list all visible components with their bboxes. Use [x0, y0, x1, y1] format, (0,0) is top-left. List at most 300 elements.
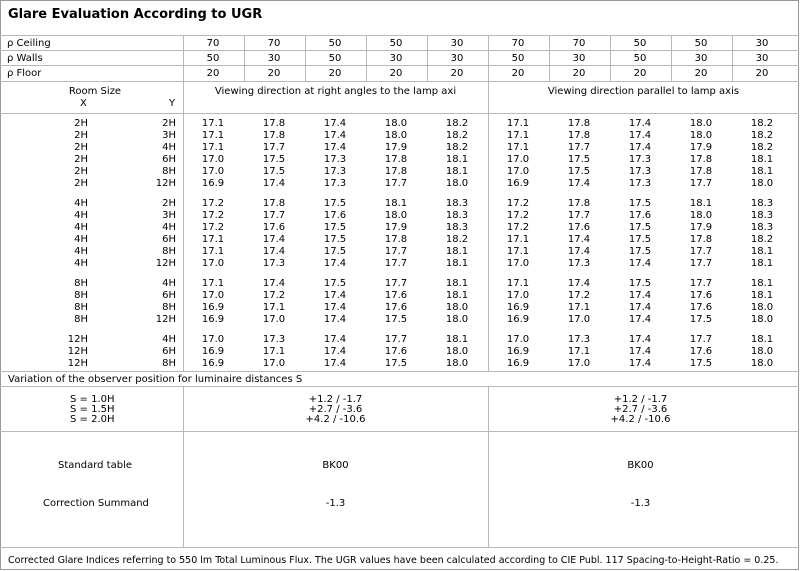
ugr-value: 18.3	[445, 210, 469, 221]
ugr-value: 17.4	[567, 246, 591, 257]
ugr-value: 17.4	[567, 178, 591, 189]
ugr-value: 17.7	[567, 210, 591, 221]
ugr-value: 17.5	[323, 198, 347, 209]
vrule-col-6	[671, 35, 672, 81]
ugr-value: 17.0	[506, 334, 530, 345]
reflectance-value: 30	[572, 53, 586, 64]
vrule-left-lower	[183, 386, 184, 547]
room-size-x: 4H	[74, 210, 88, 221]
ugr-value: 17.2	[506, 222, 530, 233]
ugr-value: 17.2	[506, 210, 530, 221]
ugr-value: 17.1	[262, 302, 286, 313]
ugr-value: 17.4	[628, 314, 652, 325]
reflectance-value: 50	[633, 38, 647, 49]
reflectance-value: 30	[450, 38, 464, 49]
ugr-value: 17.5	[567, 166, 591, 177]
room-size-x: 12H	[67, 346, 88, 357]
ugr-value: 17.1	[506, 142, 530, 153]
ugr-value: 16.9	[506, 346, 530, 357]
ugr-value: 17.0	[201, 154, 225, 165]
ugr-value: 18.1	[445, 166, 469, 177]
ugr-value: 17.0	[506, 154, 530, 165]
ugr-value: 17.4	[628, 358, 652, 369]
rule-data-end	[0, 371, 799, 372]
ugr-value: 17.4	[628, 130, 652, 141]
ugr-value: 17.1	[506, 246, 530, 257]
ugr-value: 17.4	[628, 142, 652, 153]
ugr-value: 17.8	[689, 154, 713, 165]
ugr-value: 18.1	[445, 258, 469, 269]
ugr-value: 18.1	[750, 154, 774, 165]
ugr-value: 18.1	[445, 278, 469, 289]
correction-right-angles: -1.3	[325, 498, 346, 509]
reflectance-value: 20	[206, 68, 220, 79]
ugr-value: 18.1	[445, 334, 469, 345]
ugr-value: 18.0	[689, 118, 713, 129]
reflectance-value: 70	[267, 38, 281, 49]
ugr-value: 17.5	[384, 314, 408, 325]
ugr-value: 17.8	[384, 166, 408, 177]
correction-parallel: -1.3	[630, 498, 651, 509]
ugr-value: 17.8	[689, 234, 713, 245]
ugr-value: 18.1	[384, 198, 408, 209]
ugr-value: 17.6	[689, 346, 713, 357]
ugr-value: 18.2	[750, 118, 774, 129]
ugr-value: 18.1	[445, 154, 469, 165]
ugr-value: 18.0	[384, 210, 408, 221]
variation-right-angles: +4.2 / -10.6	[305, 414, 366, 425]
ugr-value: 17.8	[567, 130, 591, 141]
ugr-value: 18.2	[750, 130, 774, 141]
vrule-col-5	[610, 35, 611, 81]
reflectance-value: 30	[389, 53, 403, 64]
ugr-value: 18.0	[750, 346, 774, 357]
ugr-value: 18.1	[445, 246, 469, 257]
ugr-value: 17.6	[384, 302, 408, 313]
y-header: Y	[169, 98, 176, 109]
ugr-value: 17.7	[384, 178, 408, 189]
page-title: Glare Evaluation According to UGR	[8, 7, 263, 22]
room-size-y: 2H	[162, 198, 176, 209]
rule-ceiling	[0, 50, 799, 51]
reflectance-value: 50	[328, 38, 342, 49]
ugr-value: 18.1	[750, 278, 774, 289]
variation-distance: S = 2.0H	[70, 414, 115, 425]
ugr-value: 17.5	[262, 154, 286, 165]
ugr-value: 16.9	[506, 302, 530, 313]
ugr-value: 17.8	[689, 166, 713, 177]
ugr-value: 17.8	[262, 198, 286, 209]
ugr-value: 17.3	[323, 154, 347, 165]
reflectance-value: 50	[328, 53, 342, 64]
ugr-value: 17.4	[628, 346, 652, 357]
ugr-value: 17.2	[506, 198, 530, 209]
ugr-value: 17.6	[689, 302, 713, 313]
variation-parallel: +2.7 / -3.6	[613, 404, 668, 415]
ugr-value: 17.1	[201, 142, 225, 153]
ugr-value: 18.0	[445, 314, 469, 325]
reflectance-value: 50	[206, 53, 220, 64]
ugr-value: 18.3	[750, 210, 774, 221]
ugr-value: 17.8	[262, 118, 286, 129]
room-size-y: 4H	[162, 142, 176, 153]
reflectance-label: ρ Floor	[7, 68, 42, 79]
reflectance-label: ρ Ceiling	[7, 38, 51, 49]
ugr-value: 17.0	[201, 334, 225, 345]
rule-variation	[0, 431, 799, 432]
ugr-value: 17.4	[262, 278, 286, 289]
ugr-value: 18.1	[750, 290, 774, 301]
room-size-x: 2H	[74, 130, 88, 141]
room-size-y: 6H	[162, 234, 176, 245]
ugr-value: 17.9	[384, 142, 408, 153]
ugr-value: 17.7	[262, 210, 286, 221]
ugr-value: 17.1	[262, 346, 286, 357]
ugr-value: 17.5	[689, 358, 713, 369]
ugr-value: 17.4	[323, 258, 347, 269]
ugr-value: 17.4	[628, 258, 652, 269]
reflectance-value: 70	[511, 38, 525, 49]
ugr-value: 17.2	[262, 290, 286, 301]
ugr-value: 17.5	[628, 246, 652, 257]
ugr-value: 17.5	[628, 234, 652, 245]
room-size-y: 8H	[162, 302, 176, 313]
ugr-value: 17.0	[506, 290, 530, 301]
ugr-value: 17.4	[323, 334, 347, 345]
reflectance-value: 30	[755, 38, 769, 49]
ugr-value: 17.1	[201, 246, 225, 257]
ugr-value: 17.1	[201, 118, 225, 129]
ugr-value: 17.5	[323, 222, 347, 233]
ugr-value: 17.1	[201, 234, 225, 245]
room-size-x: 8H	[74, 278, 88, 289]
ugr-value: 17.1	[506, 118, 530, 129]
ugr-value: 18.3	[750, 222, 774, 233]
ugr-value: 17.1	[506, 234, 530, 245]
ugr-value: 17.4	[323, 314, 347, 325]
room-size-x: 12H	[67, 358, 88, 369]
ugr-value: 18.0	[445, 178, 469, 189]
ugr-value: 17.5	[262, 166, 286, 177]
ugr-value: 17.9	[384, 222, 408, 233]
ugr-value: 16.9	[201, 314, 225, 325]
ugr-value: 18.0	[384, 118, 408, 129]
ugr-value: 17.7	[689, 178, 713, 189]
room-size-x: 8H	[74, 314, 88, 325]
ugr-value: 17.4	[567, 278, 591, 289]
ugr-value: 17.3	[262, 258, 286, 269]
ugr-value: 17.8	[384, 154, 408, 165]
rule-variation-label	[0, 386, 799, 387]
room-size-x: 2H	[74, 166, 88, 177]
room-size-x: 4H	[74, 222, 88, 233]
ugr-value: 17.6	[262, 222, 286, 233]
vrule-mid-lower	[488, 386, 489, 547]
ugr-value: 17.4	[262, 178, 286, 189]
ugr-value: 17.4	[323, 130, 347, 141]
variation-distance: S = 1.0H	[70, 394, 115, 405]
vrule-col-2	[366, 35, 367, 81]
ugr-value: 17.9	[689, 142, 713, 153]
vrule-col-3	[427, 35, 428, 81]
viewing-right-angles-header: Viewing direction at right angles to the lamp axi	[214, 86, 457, 97]
reflectance-value: 30	[694, 53, 708, 64]
ugr-value: 17.4	[628, 302, 652, 313]
ugr-value: 17.0	[506, 258, 530, 269]
variation-parallel: +4.2 / -10.6	[610, 414, 671, 425]
ugr-value: 17.7	[689, 246, 713, 257]
room-size-y: 4H	[162, 278, 176, 289]
reflectance-value: 20	[633, 68, 647, 79]
ugr-value: 18.1	[689, 198, 713, 209]
reflectance-value: 20	[389, 68, 403, 79]
ugr-value: 16.9	[506, 358, 530, 369]
ugr-value: 17.7	[567, 142, 591, 153]
ugr-value: 18.0	[689, 130, 713, 141]
ugr-value: 18.3	[445, 222, 469, 233]
room-size-x: 2H	[74, 178, 88, 189]
reflectance-value: 30	[755, 53, 769, 64]
room-size-x: 4H	[74, 234, 88, 245]
ugr-value: 17.2	[201, 222, 225, 233]
ugr-value: 18.2	[750, 234, 774, 245]
rule-floor	[0, 81, 799, 82]
ugr-value: 17.4	[628, 334, 652, 345]
reflectance-label: ρ Walls	[7, 53, 43, 64]
room-size-x: 12H	[67, 334, 88, 345]
rule-header	[0, 113, 799, 114]
ugr-value: 17.6	[628, 210, 652, 221]
room-size-y: 3H	[162, 210, 176, 221]
variation-right-angles: +1.2 / -1.7	[308, 394, 363, 405]
ugr-value: 17.6	[567, 222, 591, 233]
ugr-value: 17.0	[262, 314, 286, 325]
ugr-value: 17.1	[567, 302, 591, 313]
x-header: X	[80, 98, 87, 109]
ugr-value: 16.9	[506, 314, 530, 325]
ugr-value: 17.3	[323, 166, 347, 177]
ugr-value: 17.6	[323, 210, 347, 221]
room-size-x: 2H	[74, 118, 88, 129]
vrule-col-1	[305, 35, 306, 81]
ugr-value: 17.7	[384, 246, 408, 257]
vrule-col-7	[732, 35, 733, 81]
ugr-value: 16.9	[201, 358, 225, 369]
ugr-value: 17.8	[567, 198, 591, 209]
reflectance-value: 70	[206, 38, 220, 49]
ugr-value: 17.7	[384, 334, 408, 345]
ugr-value: 17.5	[628, 198, 652, 209]
ugr-value: 17.3	[323, 178, 347, 189]
reflectance-value: 20	[694, 68, 708, 79]
reflectance-value: 70	[572, 38, 586, 49]
ugr-value: 16.9	[201, 302, 225, 313]
variation-label: Variation of the observer position for luminaire distances S	[8, 374, 303, 385]
reflectance-value: 30	[267, 53, 281, 64]
room-size-x: 8H	[74, 290, 88, 301]
footer-note: Corrected Glare Indices referring to 550 lm Total Luminous Flux. The UGR values have been calculated according to CIE Publ. 117 Spacing-to-Height-Ratio = 0.25.	[8, 555, 779, 566]
ugr-value: 17.0	[201, 290, 225, 301]
ugr-value: 17.3	[628, 166, 652, 177]
ugr-value: 17.2	[201, 210, 225, 221]
ugr-value: 18.0	[750, 314, 774, 325]
ugr-value: 17.3	[628, 154, 652, 165]
ugr-value: 17.5	[323, 234, 347, 245]
ugr-value: 16.9	[506, 178, 530, 189]
ugr-value: 17.1	[506, 278, 530, 289]
reflectance-value: 50	[694, 38, 708, 49]
reflectance-value: 20	[511, 68, 525, 79]
ugr-value: 17.1	[201, 130, 225, 141]
ugr-value: 18.1	[445, 290, 469, 301]
ugr-value: 17.9	[689, 222, 713, 233]
room-size-x: 2H	[74, 154, 88, 165]
ugr-value: 17.5	[323, 246, 347, 257]
ugr-value: 17.4	[628, 118, 652, 129]
ugr-value: 17.4	[323, 118, 347, 129]
ugr-value: 17.6	[384, 290, 408, 301]
room-size-y: 6H	[162, 290, 176, 301]
ugr-value: 17.0	[262, 358, 286, 369]
rule-title	[0, 35, 799, 36]
ugr-value: 17.7	[384, 258, 408, 269]
ugr-value: 17.4	[323, 142, 347, 153]
room-size-y: 6H	[162, 346, 176, 357]
ugr-value: 17.7	[689, 258, 713, 269]
ugr-value: 17.7	[262, 142, 286, 153]
ugr-value: 17.6	[384, 346, 408, 357]
vrule-col-0	[244, 35, 245, 81]
ugr-value: 16.9	[201, 346, 225, 357]
ugr-value: 17.4	[567, 234, 591, 245]
ugr-value: 17.3	[262, 334, 286, 345]
ugr-value: 17.8	[384, 234, 408, 245]
ugr-value: 18.2	[445, 130, 469, 141]
ugr-value: 17.3	[628, 178, 652, 189]
reflectance-value: 20	[755, 68, 769, 79]
room-size-x: 4H	[74, 258, 88, 269]
ugr-value: 18.1	[750, 258, 774, 269]
ugr-value: 18.0	[750, 178, 774, 189]
reflectance-value: 50	[389, 38, 403, 49]
room-size-x: 8H	[74, 302, 88, 313]
ugr-value: 17.4	[323, 358, 347, 369]
ugr-value: 17.4	[323, 346, 347, 357]
room-size-y: 12H	[155, 178, 176, 189]
ugr-value: 18.1	[750, 246, 774, 257]
ugr-value: 18.0	[689, 210, 713, 221]
ugr-value: 18.3	[445, 198, 469, 209]
reflectance-value: 20	[572, 68, 586, 79]
ugr-value: 17.4	[323, 290, 347, 301]
variation-distance: S = 1.5H	[70, 404, 115, 415]
ugr-value: 18.0	[445, 358, 469, 369]
ugr-value: 17.3	[567, 258, 591, 269]
reflectance-value: 50	[511, 53, 525, 64]
room-size-y: 4H	[162, 334, 176, 345]
reflectance-value: 50	[633, 53, 647, 64]
standard-table-label: Standard table	[58, 460, 132, 471]
ugr-value: 17.0	[506, 166, 530, 177]
ugr-value: 17.5	[689, 314, 713, 325]
ugr-value: 18.1	[750, 334, 774, 345]
ugr-value: 17.2	[201, 198, 225, 209]
ugr-value: 17.0	[201, 258, 225, 269]
ugr-value: 18.2	[750, 142, 774, 153]
vrule-col-4	[549, 35, 550, 81]
room-size-x: 2H	[74, 142, 88, 153]
ugr-value: 17.2	[567, 290, 591, 301]
ugr-value: 17.3	[567, 334, 591, 345]
ugr-value: 18.3	[750, 198, 774, 209]
room-size-y: 3H	[162, 130, 176, 141]
room-size-x: 4H	[74, 246, 88, 257]
room-size-y: 4H	[162, 222, 176, 233]
room-size-x: 4H	[74, 198, 88, 209]
ugr-value: 17.4	[262, 246, 286, 257]
variation-parallel: +1.2 / -1.7	[613, 394, 668, 405]
standard-table-parallel: BK00	[627, 460, 654, 471]
ugr-value: 17.5	[628, 222, 652, 233]
ugr-value: 17.6	[689, 290, 713, 301]
ugr-value: 18.2	[445, 234, 469, 245]
ugr-value: 18.1	[750, 166, 774, 177]
ugr-value: 17.1	[506, 130, 530, 141]
ugr-value: 17.0	[201, 166, 225, 177]
reflectance-value: 30	[450, 53, 464, 64]
ugr-value: 17.4	[628, 290, 652, 301]
ugr-value: 17.5	[384, 358, 408, 369]
variation-right-angles: +2.7 / -3.6	[308, 404, 363, 415]
room-size-y: 6H	[162, 154, 176, 165]
viewing-parallel-header: Viewing direction parallel to lamp axis	[547, 86, 740, 97]
ugr-value: 16.9	[201, 178, 225, 189]
standard-table-right-angles: BK00	[322, 460, 349, 471]
room-size-header: Room Size	[68, 86, 122, 97]
ugr-value: 18.0	[445, 346, 469, 357]
ugr-value: 17.5	[567, 154, 591, 165]
room-size-y: 8H	[162, 246, 176, 257]
ugr-value: 18.0	[750, 358, 774, 369]
ugr-value: 17.0	[567, 358, 591, 369]
ugr-value: 17.8	[567, 118, 591, 129]
ugr-value: 17.7	[689, 334, 713, 345]
ugr-value: 17.8	[262, 130, 286, 141]
ugr-value: 17.7	[689, 278, 713, 289]
room-size-y: 12H	[155, 258, 176, 269]
room-size-y: 8H	[162, 358, 176, 369]
ugr-value: 17.5	[323, 278, 347, 289]
correction-summand-label: Correction Summand	[43, 498, 149, 509]
room-size-y: 12H	[155, 314, 176, 325]
ugr-value: 18.0	[445, 302, 469, 313]
room-size-y: 8H	[162, 166, 176, 177]
reflectance-value: 20	[267, 68, 281, 79]
ugr-value: 17.4	[323, 302, 347, 313]
room-size-y: 2H	[162, 118, 176, 129]
ugr-value: 17.5	[628, 278, 652, 289]
ugr-value: 18.2	[445, 118, 469, 129]
rule-footer	[0, 547, 799, 548]
ugr-value: 18.2	[445, 142, 469, 153]
ugr-value: 18.0	[384, 130, 408, 141]
reflectance-value: 20	[450, 68, 464, 79]
ugr-value: 17.1	[567, 346, 591, 357]
ugr-value: 17.1	[201, 278, 225, 289]
ugr-value: 17.0	[567, 314, 591, 325]
ugr-value: 17.7	[384, 278, 408, 289]
reflectance-value: 20	[328, 68, 342, 79]
